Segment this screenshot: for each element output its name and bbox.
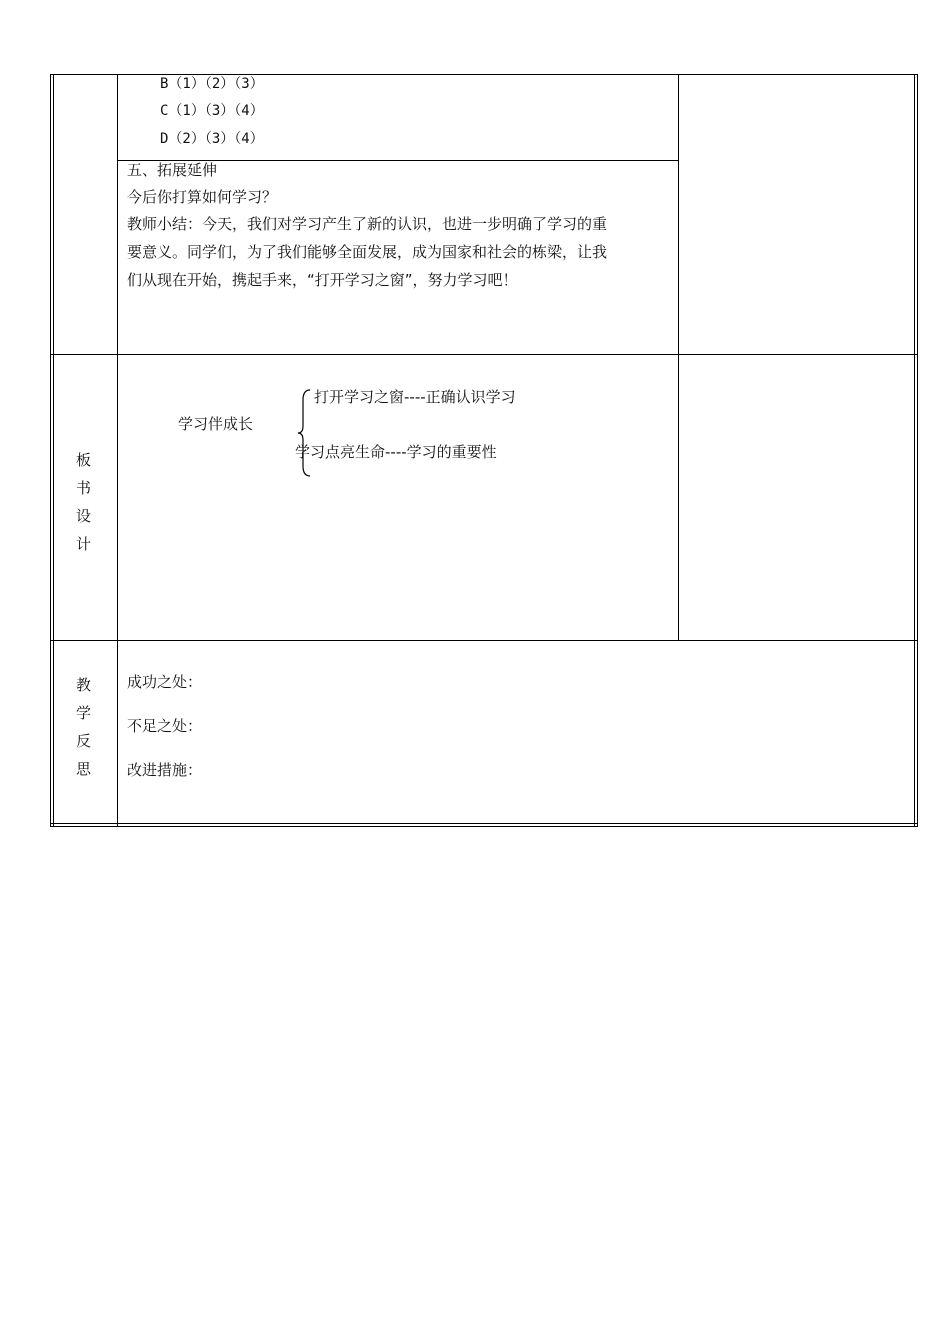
option-c: C（1）（3）（4） [160,103,264,119]
option-d: D（2）（3）（4） [160,131,264,147]
board-branch-1: 打开学习之窗----正确认识学习 [314,388,516,406]
reflection-label: 教 学 反 思 [75,676,91,778]
reflection-success: 成功之处： [127,673,203,691]
board-design-label: 板 书 设 计 [75,451,91,553]
row-divider-reflection [50,640,918,641]
table-border-bottom-2 [50,826,918,827]
option-b: B（1）（2）（3） [160,76,264,92]
table-border-bottom-1 [50,823,918,824]
table-border-right-1 [914,74,915,827]
teacher-summary-line-2: 要意义。同学们，为了我们能够全面发展，成为国家和社会的栋梁，让我 [127,243,608,261]
curly-brace-icon [296,388,312,478]
teacher-summary-line-1: 教师小结：今天，我们对学习产生了新的认识，也进一步明确了学习的重 [127,215,608,233]
board-topic: 学习伴成长 [178,415,254,433]
reflection-shortcomings: 不足之处： [127,717,203,735]
row-divider-board [50,354,918,355]
board-branch-2: 学习点亮生命----学习的重要性 [295,443,497,461]
reflection-improvements: 改进措施： [127,761,203,779]
label-column-divider [117,74,118,826]
table-border-right-2 [917,74,918,827]
extension-question: 今后你打算如何学习？ [127,188,278,206]
teacher-summary-line-3: 们从现在开始，携起手来，“打开学习之窗”，努力学习吧！ [127,271,518,289]
extension-heading: 五、拓展延伸 [127,161,218,179]
